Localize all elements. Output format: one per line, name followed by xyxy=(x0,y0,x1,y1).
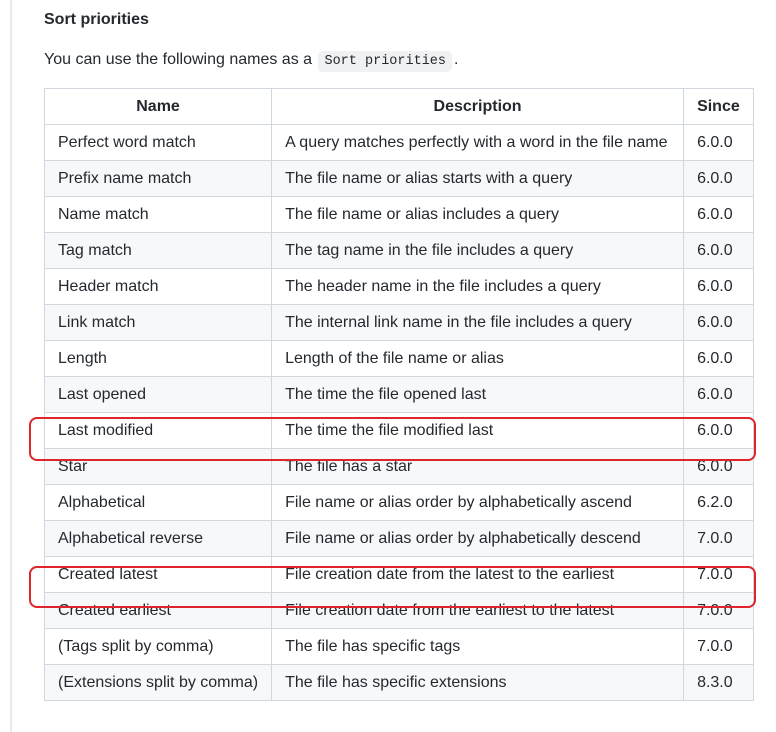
cell-description: File creation date from the earliest to the latest xyxy=(272,593,684,629)
cell-since: 6.0.0 xyxy=(684,233,754,269)
intro-suffix: . xyxy=(454,51,459,68)
cell-description: The file has a star xyxy=(272,449,684,485)
cell-since: 7.0.0 xyxy=(684,557,754,593)
cell-name: Alphabetical reverse xyxy=(45,521,272,557)
cell-description: File creation date from the latest to the earliest xyxy=(272,557,684,593)
cell-since: 8.3.0 xyxy=(684,665,754,701)
cell-description: The file has specific extensions xyxy=(272,665,684,701)
cell-since: 6.2.0 xyxy=(684,485,754,521)
table-row xyxy=(45,593,754,629)
table-row xyxy=(45,305,754,341)
cell-name: Last modified xyxy=(45,413,272,449)
table-row xyxy=(45,269,754,305)
inline-code: Sort priorities xyxy=(318,51,452,72)
cell-name: Header match xyxy=(45,269,272,305)
cell-name: Perfect word match xyxy=(45,125,272,161)
table-row xyxy=(45,413,754,449)
table-row xyxy=(45,125,754,161)
cell-name: Alphabetical xyxy=(45,485,272,521)
cell-since: 6.0.0 xyxy=(684,269,754,305)
cell-since: 6.0.0 xyxy=(684,449,754,485)
cell-name: Length xyxy=(45,341,272,377)
section-heading: Sort priorities xyxy=(44,11,149,28)
table-row xyxy=(45,629,754,665)
intro-paragraph xyxy=(44,49,458,73)
table-row xyxy=(45,377,754,413)
cell-name: Link match xyxy=(45,305,272,341)
cell-name: Prefix name match xyxy=(45,161,272,197)
table-row xyxy=(45,665,754,701)
cell-description: The file has specific tags xyxy=(272,629,684,665)
column-header-description: Description xyxy=(272,89,684,125)
table-header-row xyxy=(45,89,754,125)
cell-description: The file name or alias starts with a query xyxy=(272,161,684,197)
table-row xyxy=(45,485,754,521)
cell-description: A query matches perfectly with a word in the file name xyxy=(272,125,684,161)
table-row xyxy=(45,449,754,485)
cell-since: 6.0.0 xyxy=(684,305,754,341)
cell-since: 6.0.0 xyxy=(684,125,754,161)
table-row xyxy=(45,521,754,557)
table-row xyxy=(45,557,754,593)
cell-description: The header name in the file includes a query xyxy=(272,269,684,305)
column-header-since: Since xyxy=(684,89,754,125)
cell-since: 7.0.0 xyxy=(684,521,754,557)
cell-name: (Tags split by comma) xyxy=(45,629,272,665)
table-body xyxy=(45,125,754,701)
table-row xyxy=(45,341,754,377)
table-row xyxy=(45,233,754,269)
cell-description: The time the file modified last xyxy=(272,413,684,449)
cell-since: 6.0.0 xyxy=(684,161,754,197)
cell-name: Created earliest xyxy=(45,593,272,629)
cell-description: File name or alias order by alphabetically descend xyxy=(272,521,684,557)
cell-description: Length of the file name or alias xyxy=(272,341,684,377)
cell-description: The file name or alias includes a query xyxy=(272,197,684,233)
cell-name: Created latest xyxy=(45,557,272,593)
cell-since: 7.0.0 xyxy=(684,593,754,629)
table-row xyxy=(45,197,754,233)
cell-name: Name match xyxy=(45,197,272,233)
cell-name: Tag match xyxy=(45,233,272,269)
cell-description: The internal link name in the file includes a query xyxy=(272,305,684,341)
cell-since: 6.0.0 xyxy=(684,341,754,377)
cell-since: 7.0.0 xyxy=(684,629,754,665)
cell-description: The time the file opened last xyxy=(272,377,684,413)
column-header-name: Name xyxy=(45,89,272,125)
cell-name: Last opened xyxy=(45,377,272,413)
cell-since: 6.0.0 xyxy=(684,413,754,449)
cell-description: File name or alias order by alphabetically ascend xyxy=(272,485,684,521)
table-row xyxy=(45,161,754,197)
cell-since: 6.0.0 xyxy=(684,377,754,413)
cell-name: Star xyxy=(45,449,272,485)
intro-text: You can use the following names as a xyxy=(44,51,313,68)
cell-name: (Extensions split by comma) xyxy=(45,665,272,701)
left-border-rule xyxy=(10,0,12,732)
cell-description: The tag name in the file includes a query xyxy=(272,233,684,269)
sort-priorities-table xyxy=(44,88,754,701)
cell-since: 6.0.0 xyxy=(684,197,754,233)
